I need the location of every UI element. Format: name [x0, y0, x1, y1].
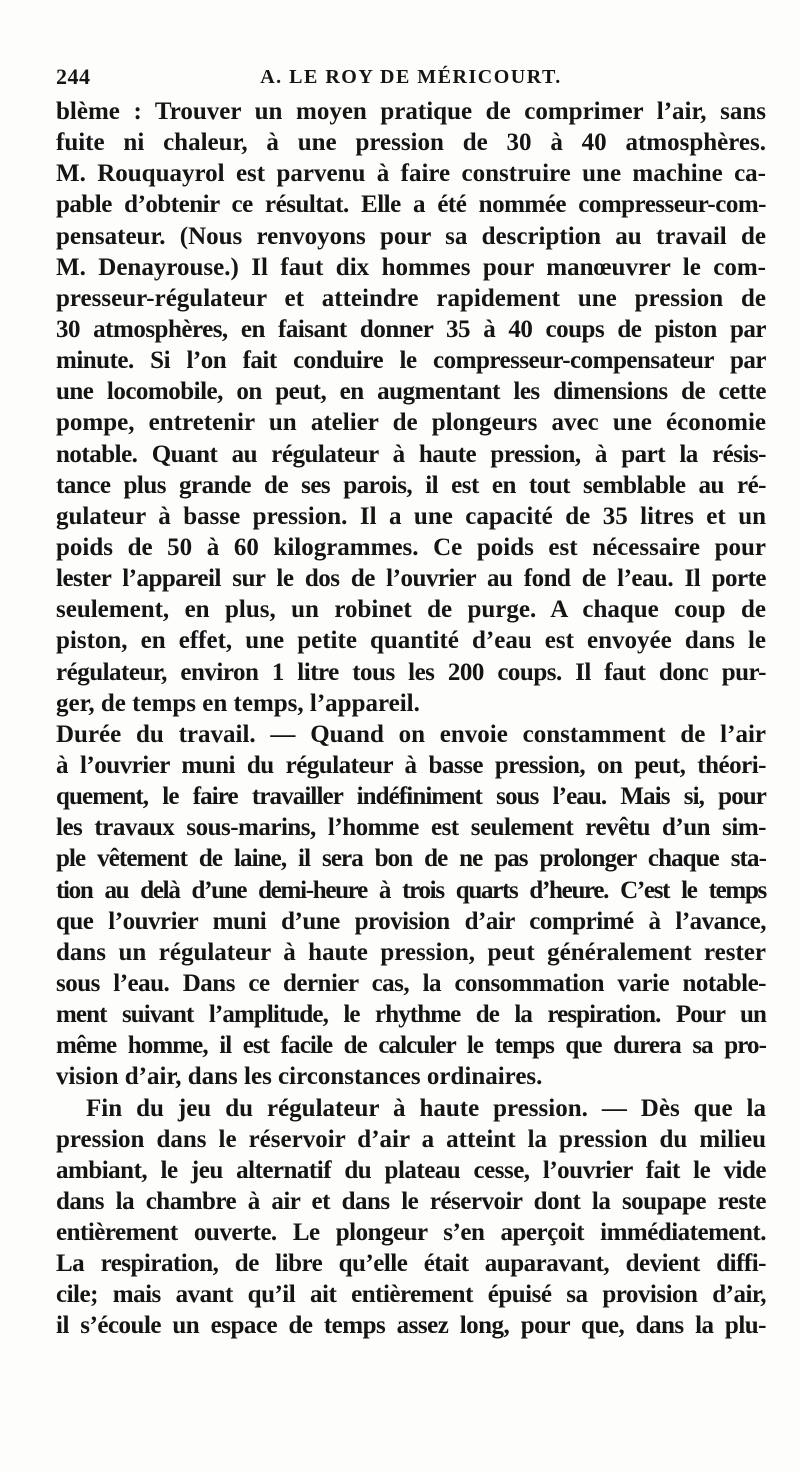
text-line: pompe, entretenir un atelier de plongeurs avec une économie: [56, 409, 766, 437]
section-heading-line: Durée du travail. — Quand on envoie constamment de l’air: [56, 720, 766, 748]
body-text: [56, 96, 766, 1342]
text-line: M. Rouquayrol est parvenu à faire construire une machine ca-: [56, 160, 766, 188]
text-line: tance plus grande de ses parois, il est en tout semblable au ré-: [56, 471, 766, 499]
text-line: 30 atmosphères, en faisant donner 35 à 40 coups de piston par: [56, 315, 766, 343]
text-line: presseur-régulateur et atteindre rapidement une pression de: [56, 284, 766, 312]
text-line: dans la chambre à air et dans le réservoir dont la soupape reste: [56, 1187, 766, 1215]
text-line: sous l’eau. Dans ce dernier cas, la consommation varie notable-: [56, 969, 766, 997]
text-line: régulateur, environ 1 litre tous les 200 coups. Il faut donc pur-: [56, 658, 766, 686]
text-line: tion au delà d’une demi-heure à trois quarts d’heure. C’est le temps: [56, 876, 766, 904]
text-line: M. Denayrouse.) Il faut dix hommes pour manœuvrer le com-: [56, 253, 766, 281]
text-line: à l’ouvrier muni du régulateur à basse pression, on peut, théori-: [56, 751, 766, 779]
text-line: lester l’appareil sur le dos de l’ouvrier au fond de l’eau. Il porte: [56, 565, 766, 593]
text-line: blème : Trouver un moyen pratique de comprimer l’air, sans: [56, 98, 766, 125]
page-header: [56, 64, 766, 96]
text-line: dans un régulateur à haute pression, peut généralement rester: [56, 938, 766, 966]
page-number: 244: [56, 64, 91, 89]
text-line: quement, le faire travailler indéfiniment sous l’eau. Mais si, pour: [56, 783, 766, 811]
running-head: A. LE ROY DE MÉRICOURT.: [260, 66, 562, 88]
text-line: poids de 50 à 60 kilogrammes. Ce poids est nécessaire pour: [56, 533, 766, 561]
text-line: ple vêtement de laine, il sera bon de ne pas prolonger chaque sta-: [56, 845, 766, 873]
text-line: ger, de temps en temps, l’appareil.: [56, 689, 420, 717]
text-line: ment suivant l’amplitude, le rhythme de la respiration. Pour un: [56, 1001, 766, 1029]
text-line: gulateur à basse pression. Il a une capacité de 35 litres et un: [56, 502, 766, 530]
text-line: pensateur. (Nous renvoyons pour sa description au travail de: [56, 222, 766, 250]
text-line: notable. Quant au régulateur à haute pression, à part la résis-: [56, 440, 766, 468]
text-line: pable d’obtenir ce résultat. Elle a été nommée compresseur-com-: [56, 191, 766, 219]
text-line: La respiration, de libre qu’elle était auparavant, devient diffi-: [56, 1250, 766, 1278]
text-line: pression dans le réservoir d’air a atteint la pression du milieu: [56, 1125, 766, 1153]
text-line: cile; mais avant qu’il ait entièrement épuisé sa provision d’air,: [56, 1281, 766, 1309]
text-line: seulement, en plus, un robinet de purge. A chaque coup de: [56, 596, 766, 624]
text-line: les travaux sous-marins, l’homme est seulement revêtu d’un sim-: [56, 814, 766, 842]
text-line: piston, en effet, une petite quantité d’eau est envoyée dans le: [56, 627, 766, 655]
text-line: vision d’air, dans les circonstances ordinaires.: [56, 1063, 543, 1091]
text-line: ambiant, le jeu alternatif du plateau cesse, l’ouvrier fait le vide: [56, 1156, 766, 1184]
text-line: entièrement ouverte. Le plongeur s’en aperçoit immédiatement.: [56, 1219, 766, 1247]
text-line: fuite ni chaleur, à une pression de 30 à 40 atmosphères.: [56, 129, 766, 157]
text-line: minute. Si l’on fait conduire le compresseur-compensateur par: [56, 347, 766, 375]
text-line: une locomobile, on peut, en augmentant les dimensions de cette: [56, 378, 766, 406]
text-line: il s’écoule un espace de temps assez long, pour que, dans la plu-: [56, 1312, 766, 1340]
text-line: que l’ouvrier muni d’une provision d’air comprimé à l’avance,: [56, 907, 766, 935]
text-line: même homme, il est facile de calculer le temps que durera sa pro-: [56, 1032, 766, 1060]
section-heading-line: Fin du jeu du régulateur à haute pression. — Dès que la: [86, 1094, 766, 1122]
